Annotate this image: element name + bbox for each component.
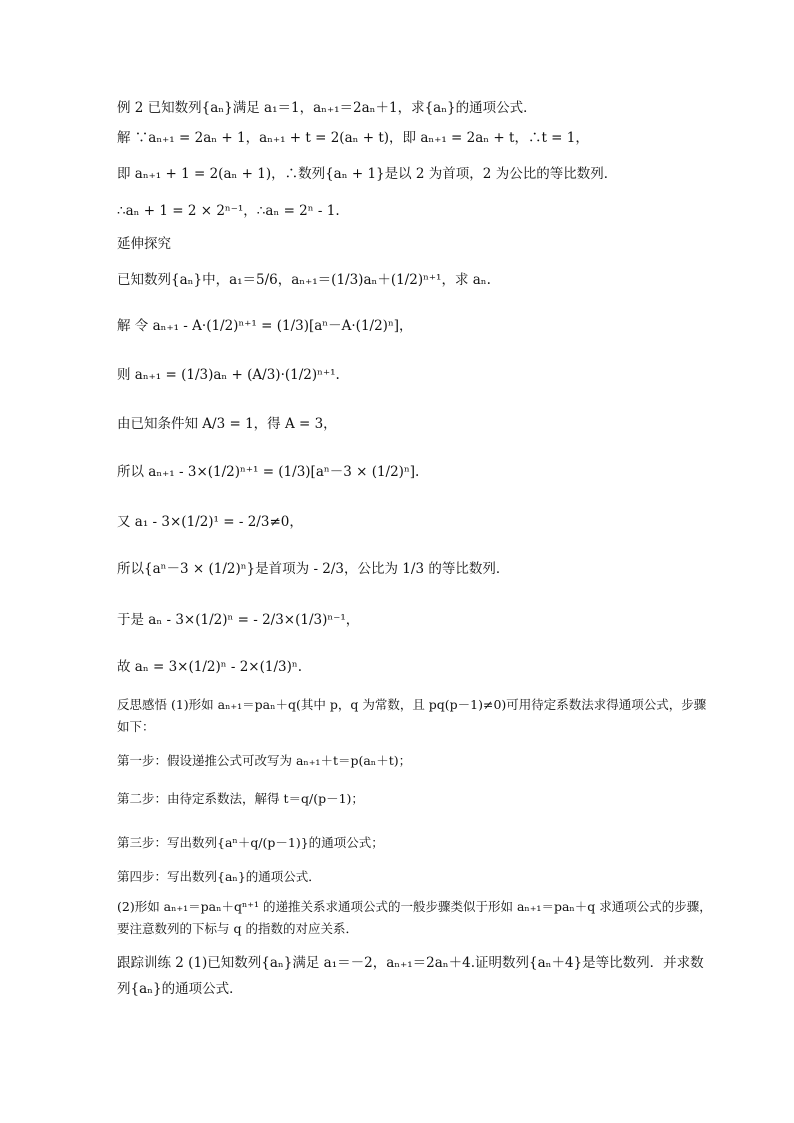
reflection-step-1: 第一步：假设递推公式可改写为 aₙ₊₁＋t＝p(aₙ＋t)；: [117, 753, 412, 768]
reflection-step-4: 第四步：写出数列{aₙ}的通项公式．: [117, 869, 321, 884]
solution-line-3: ∴aₙ + 1 = 2 × 2ⁿ⁻¹，∴aₙ = 2ⁿ - 1.: [117, 203, 340, 219]
reflection-paragraph-1: 反思感悟 (1)形如 aₙ₊₁＝paₙ＋q(其中 p，q 为常数，且 pq(p－1)≠0)可用待定系数法求得通项公式，步骤如下：: [117, 697, 707, 734]
extension-solution-line-5: 又 a₁ - 3×(1/2)¹ = - 2/3≠0，: [117, 514, 303, 530]
extension-solution-line-8: 故 aₙ = 3×(1/2)ⁿ - 2×(1/3)ⁿ.: [117, 659, 303, 675]
reflection-step-2: 第二步：由待定系数法，解得 t＝q/(p－1)；: [117, 791, 364, 806]
extension-solution-line-7: 于是 aₙ - 3×(1/2)ⁿ = - 2/3×(1/3)ⁿ⁻¹，: [117, 612, 360, 628]
extension-solution-line-6: 所以{aⁿ－3 × (1/2)ⁿ}是首项为 - 2/3，公比为 1/3 的等比数列．: [117, 561, 510, 577]
extension-solution-line-1: 解 令 aₙ₊₁ - A·(1/2)ⁿ⁺¹ = (1/3)[aⁿ－A·(1/2)ⁿ]，: [117, 318, 413, 334]
reflection-paragraph-2: (2)形如 aₙ₊₁＝paₙ＋qⁿ⁺¹ 的递推关系求通项公式的一般步骤类似于形如 aₙ₊₁＝paₙ＋q 求通项公式的步骤，要注意数列的下标与 q 的指数的对应关系．: [117, 899, 712, 936]
solution-line-2: 即 aₙ₊₁ + 1 = 2(aₙ + 1)，∴数列{aₙ + 1}是以 2 为首项，2 为公比的等比数列．: [117, 166, 618, 182]
reflection-step-3: 第三步：写出数列{aⁿ＋q/(p－1)}的通项公式；: [117, 835, 384, 850]
extension-solution-line-3: 由已知条件知 A/3 = 1，得 A = 3，: [117, 416, 337, 432]
extension-solution-line-2: 则 aₙ₊₁ = (1/3)aₙ + (A/3)·(1/2)ⁿ⁺¹.: [117, 367, 340, 383]
practice-2-statement: 跟踪训练 2 (1)已知数列{aₙ}满足 a₁＝－2，aₙ₊₁＝2aₙ＋4.证明数列{aₙ＋4}是等比数列．并求数列{aₙ}的通项公式．: [117, 955, 704, 997]
section-heading-extension: 延伸探究: [117, 236, 171, 252]
example-2-statement: 例 2 已知数列{aₙ}满足 a₁＝1，aₙ₊₁＝2aₙ＋1，求{aₙ}的通项公式．: [117, 100, 537, 116]
solution-line-1: 解 ∵aₙ₊₁ = 2aₙ + 1，aₙ₊₁ + t = 2(aₙ + t)，即 aₙ₊₁ = 2aₙ + t，∴t = 1，: [117, 130, 589, 146]
extension-problem: 已知数列{aₙ}中，a₁＝5/6，aₙ₊₁＝(1/3)aₙ＋(1/2)ⁿ⁺¹，求 aₙ.: [117, 272, 491, 288]
extension-solution-line-4: 所以 aₙ₊₁ - 3×(1/2)ⁿ⁺¹ = (1/3)[aⁿ－3 × (1/2)ⁿ].: [117, 464, 420, 480]
